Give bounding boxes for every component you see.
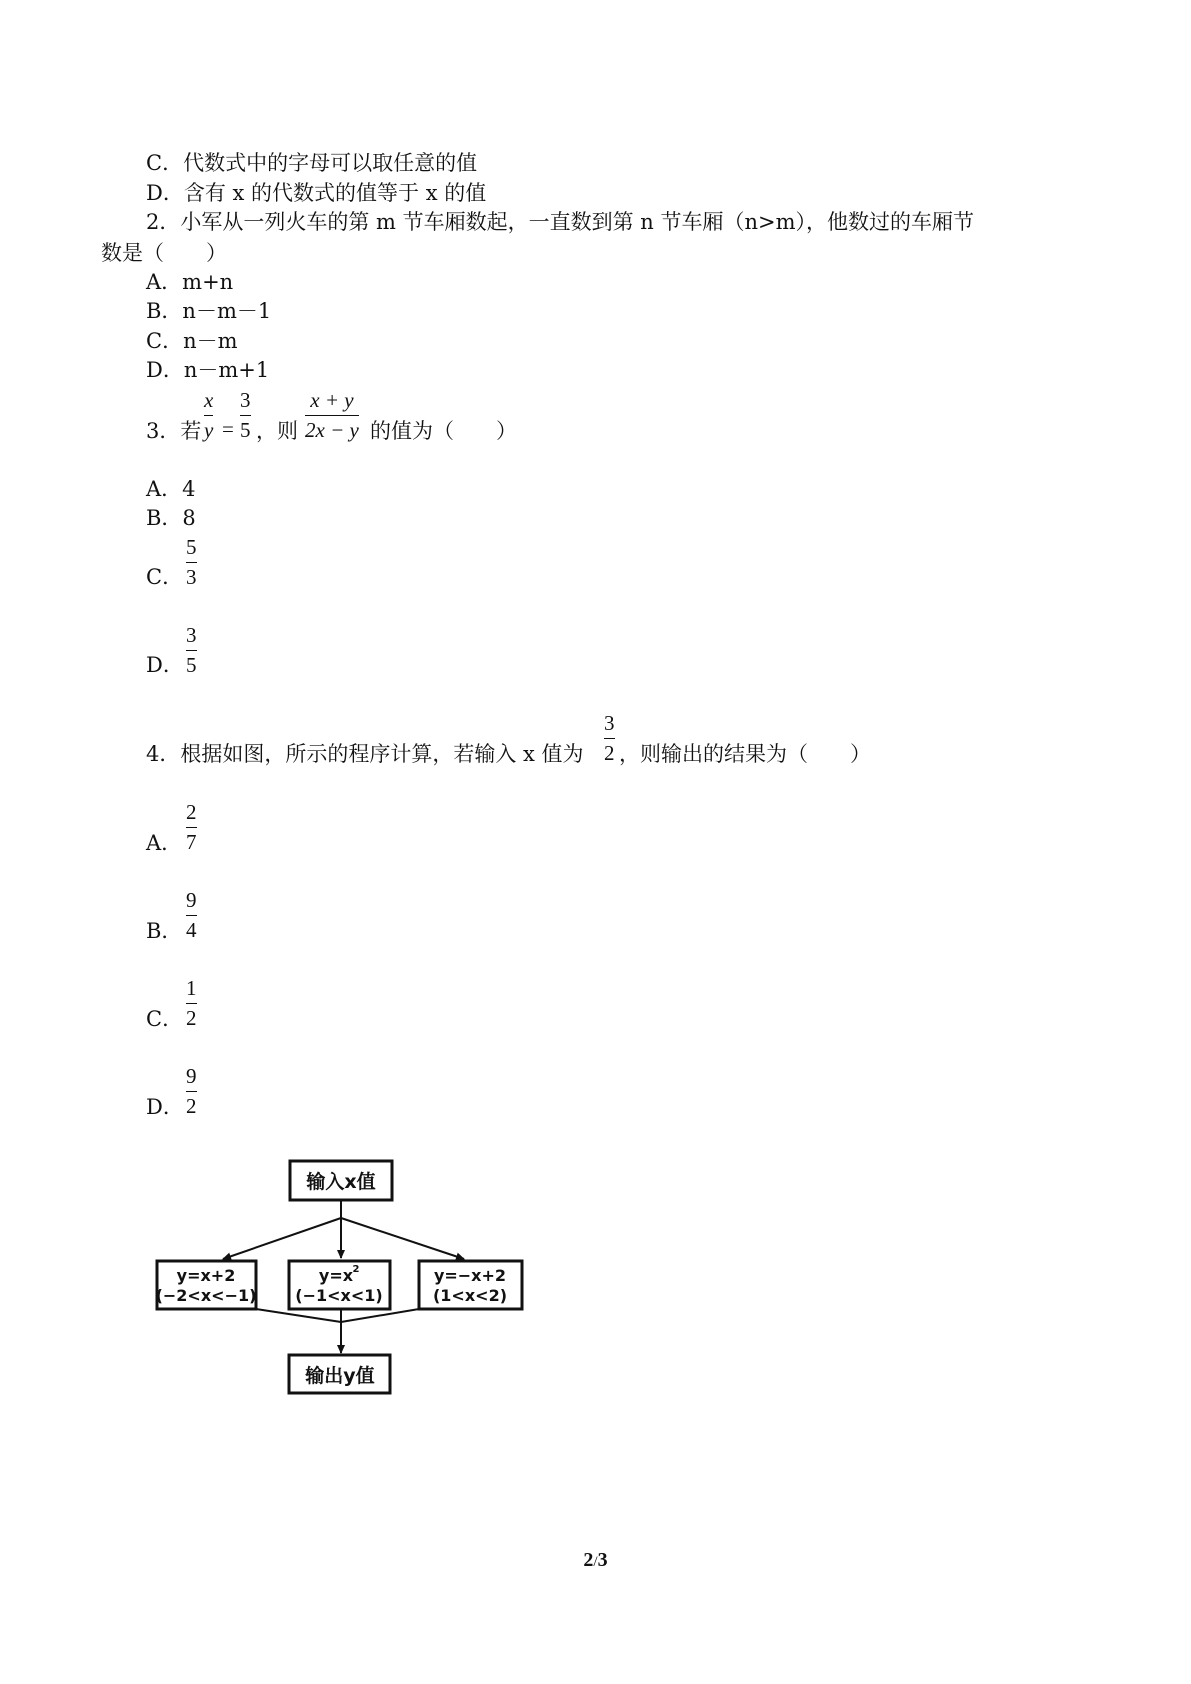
input-label: 输入x值 [306,1171,376,1193]
numerator: 3 [240,388,251,412]
current-page: 2 [583,1549,594,1571]
denominator: 2 [186,1006,197,1030]
q4-option-b: B． [146,919,183,943]
question-3-mid: ，则 [256,419,298,443]
numerator: 3 [186,623,197,647]
question-4-suffix: ，则输出的结果为（ ） [619,742,871,766]
equals-sign: = [222,417,234,441]
numerator: x + y [310,388,354,412]
numerator: 1 [186,976,197,1000]
q2-option-b: B．n－m－1 [146,299,272,323]
denominator: 2 [604,741,615,765]
page-number [0,1549,1191,1572]
question-3-prefix: 3．若 [146,419,202,443]
arrow-left [223,1218,341,1259]
q3-option-b: B．8 [146,506,196,530]
denominator: 5 [186,653,197,677]
denominator: 7 [186,830,197,854]
question-2-text: 2．小军从一列火车的第 m 节车厢数起，一直数到第 n 节车厢（n>m），他数过的车厢节 [146,210,975,234]
numerator: 2 [186,800,197,824]
q3-option-d: D． [146,653,184,677]
q2-option-a: A．m+n [146,270,234,294]
right-range: (1<x<2) [432,1286,508,1305]
output-label: 输出y值 [305,1365,375,1387]
denominator: 5 [240,418,251,442]
option-d-line: D．含有 x 的代数式的值等于 x 的值 [146,181,487,205]
denominator: y [204,418,214,442]
q4-option-c: C． [146,1007,184,1031]
denominator: 2 [186,1094,197,1118]
denominator: 4 [186,918,197,942]
q3-option-a: A．4 [146,477,196,501]
left-range: (−2<x<−1) [155,1286,257,1305]
numerator: 5 [186,535,197,559]
numerator: x [204,388,214,412]
q2-option-d: D．n－m+1 [146,358,270,382]
q3-option-c: C． [146,565,184,589]
middle-formula: y=x [318,1266,354,1285]
denominator: 2x − y [305,418,359,442]
option-c-line: C．代数式中的字母可以取任意的值 [146,151,478,175]
middle-formula-exponent: 2 [352,1264,360,1275]
q2-option-c: C．n－m [146,329,238,353]
denominator: 3 [186,565,197,589]
page-separator: / [593,1554,598,1570]
arrow-right [341,1218,464,1259]
question-3-suffix: 的值为（ ） [370,419,517,443]
total-pages: 3 [597,1549,608,1571]
middle-range: (−1<x<1) [295,1286,383,1305]
q4-option-a: A． [146,831,183,855]
question-2-text-cont: 数是（ ） [101,241,227,265]
right-formula: y=−x+2 [433,1266,507,1285]
q4-option-d: D． [146,1095,184,1119]
left-formula: y=x+2 [176,1266,236,1285]
question-4-prefix: 4．根据如图，所示的程序计算，若输入 x 值为 [146,742,584,766]
numerator: 3 [604,711,615,735]
numerator: 9 [186,888,197,912]
numerator: 9 [186,1064,197,1088]
